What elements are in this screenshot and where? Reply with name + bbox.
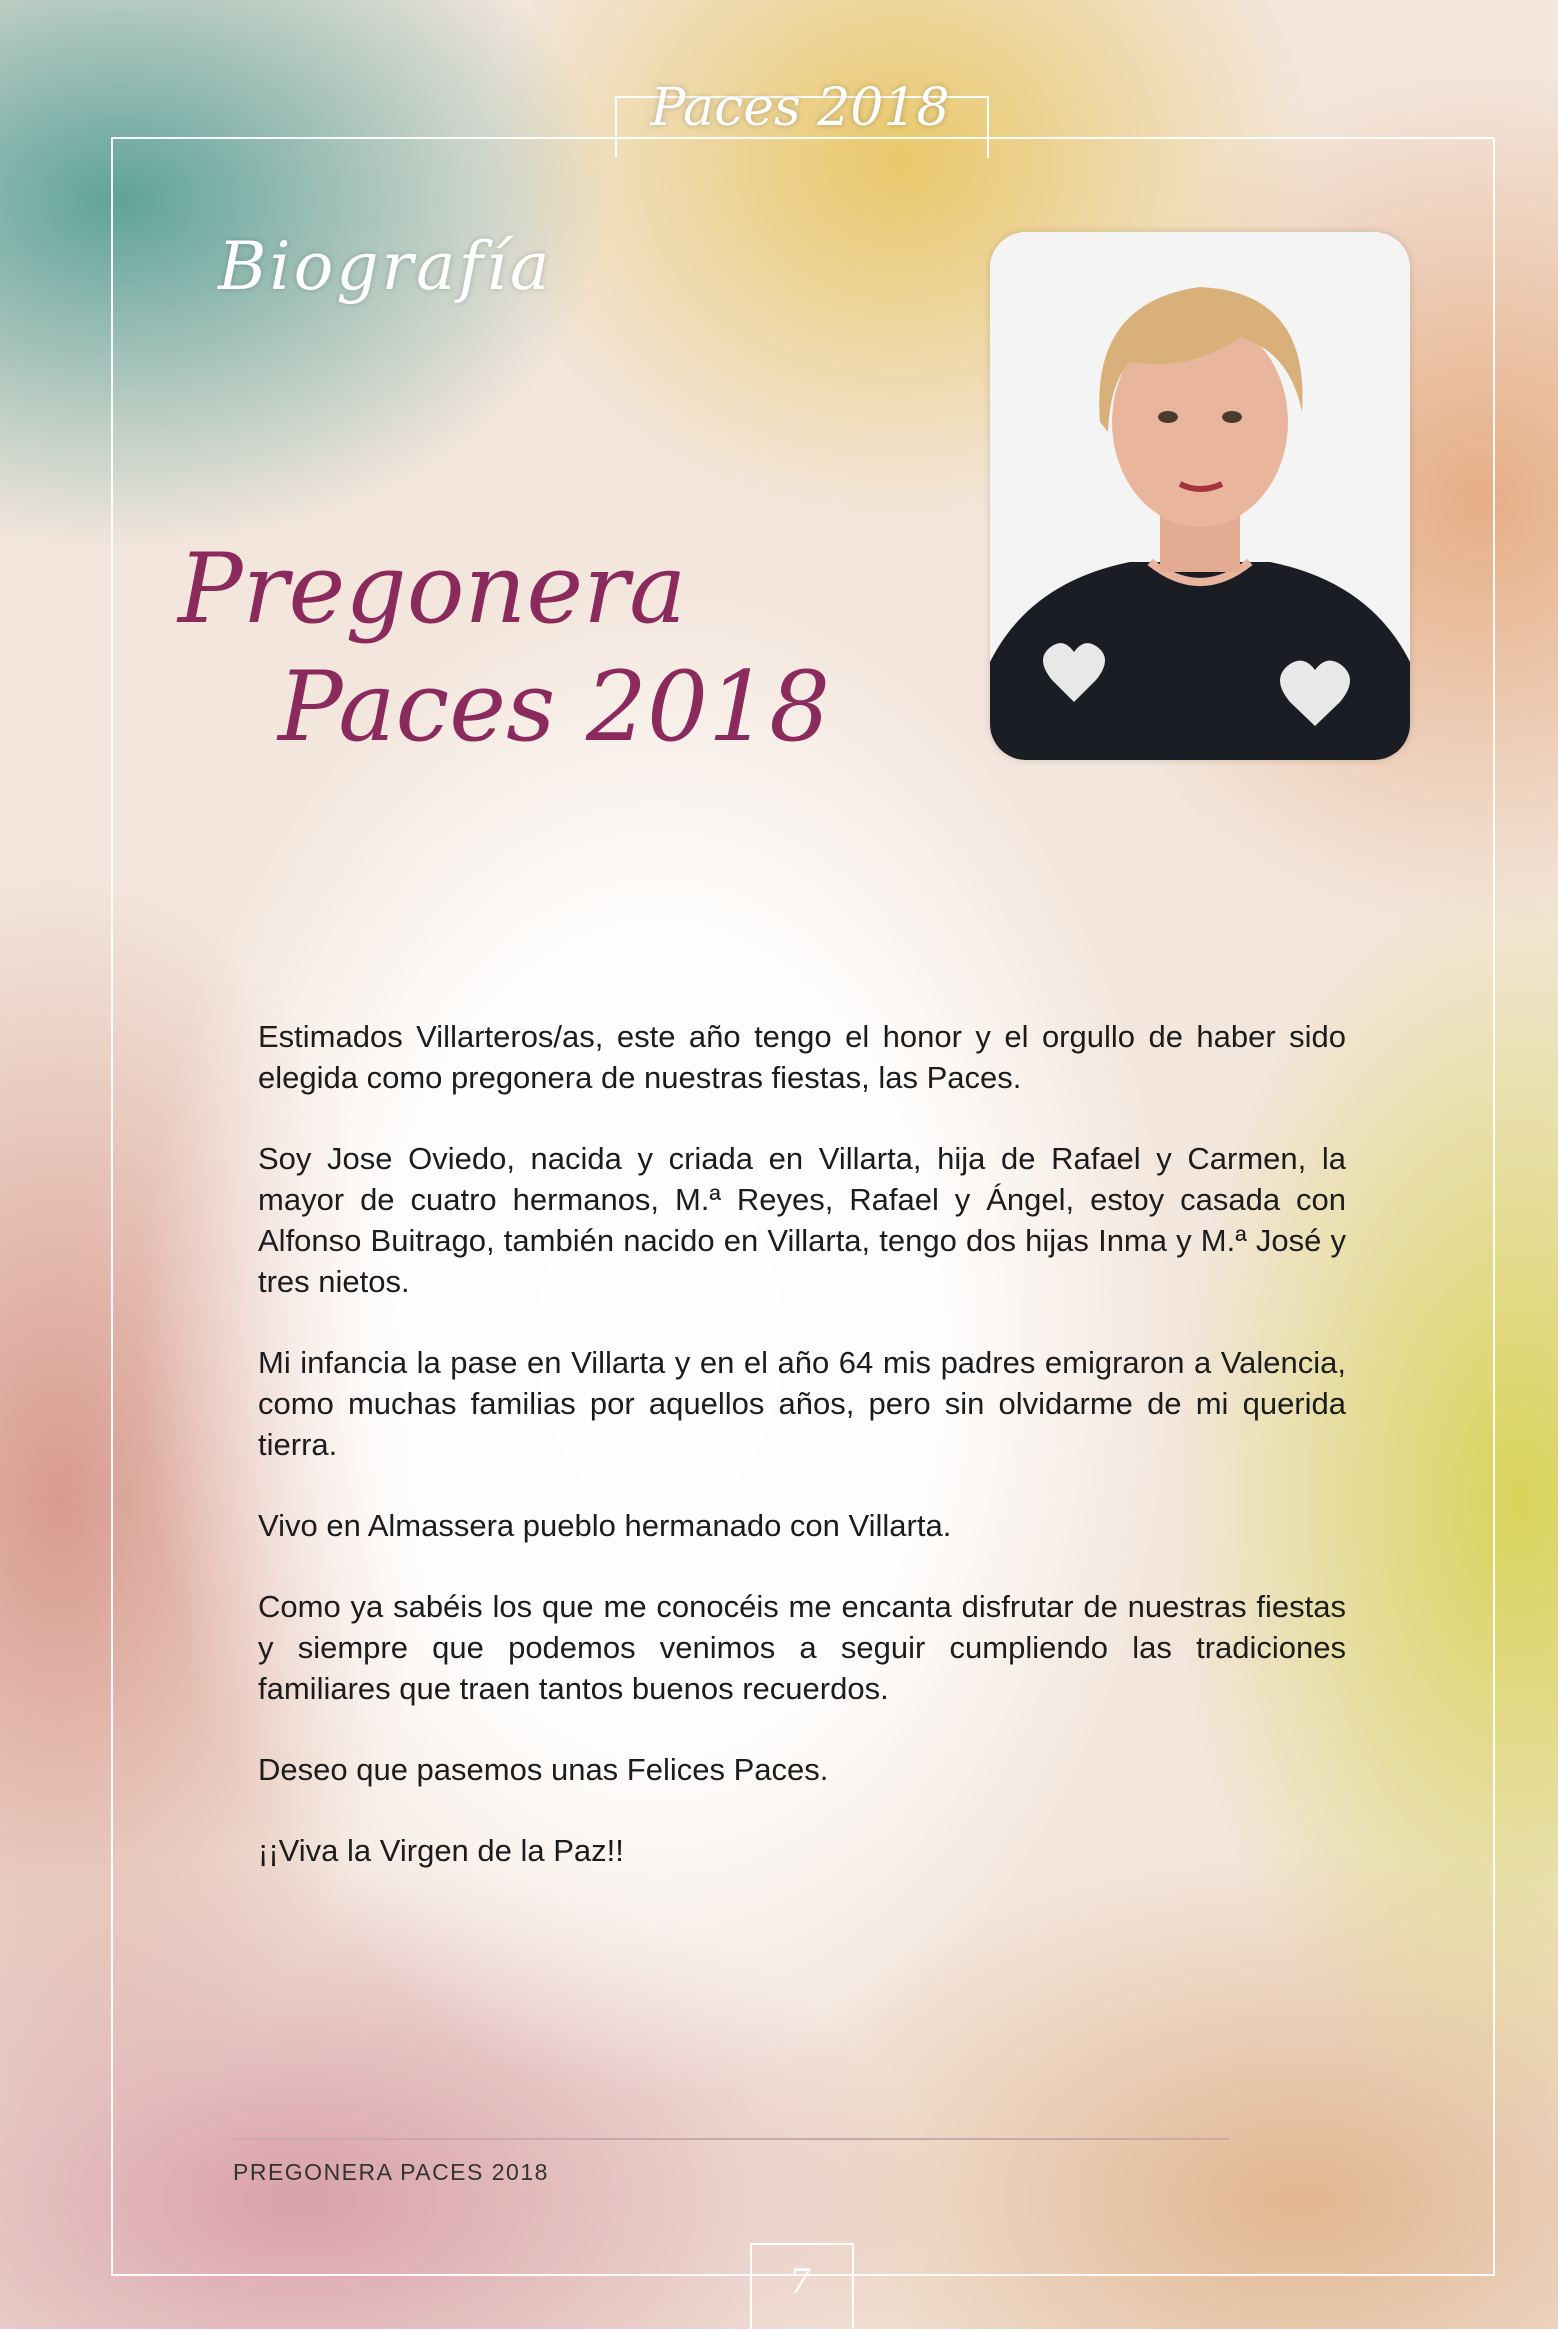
paragraph-wishes: Deseo que pasemos unas Felices Paces.	[258, 1752, 829, 1787]
paragraph-closing: ¡¡Viva la Virgen de la Paz!!	[258, 1833, 624, 1868]
paragraph-traditions: Como ya sabéis los que me conocéis me encanta disfrutar de nuestras fiestas y siempre que podemos venimos a seguir cumpliendo las tradiciones familiares que traen tantos buenos recuerdos.	[258, 1589, 1346, 1706]
paragraph-family: Soy Jose Oviedo, nacida y criada en Villarta, hija de Rafael y Carmen, la mayor de cuatro hermanos, M.ª Reyes, Rafael y Ángel, estoy casada con Alfonso Buitrago, también nacido en Villarta, tengo dos hijas Inma y M.ª José y tres nietos.	[258, 1141, 1346, 1299]
portrait-photo	[990, 232, 1410, 760]
page-number: 7	[789, 2262, 811, 2302]
title-line-1: Pregonera	[178, 533, 687, 645]
paragraph-childhood: Mi infancia la pase en Villarta y en el año 64 mis padres emigraron a Valencia, como muchas familias por aquellos años, pero sin olvidarme de mi querida tierra.	[258, 1345, 1346, 1462]
title-line-2: Paces 2018	[278, 651, 831, 763]
page-title	[178, 530, 830, 766]
body-text	[258, 1016, 1346, 1911]
header-title: Paces 2018	[650, 78, 950, 138]
paragraph-residence: Vivo en Almassera pueblo hermanado con Villarta.	[258, 1508, 952, 1543]
footer-label: PREGONERA PACES 2018	[233, 2159, 549, 2185]
section-label: Biografía	[218, 228, 553, 305]
portrait-illustration	[990, 232, 1410, 760]
footer-divider	[233, 2138, 1229, 2140]
paragraph-greeting: Estimados Villarteros/as, este año tengo el honor y el orgullo de haber sido elegida como pregonera de nuestras fiestas, las Paces.	[258, 1019, 1346, 1095]
